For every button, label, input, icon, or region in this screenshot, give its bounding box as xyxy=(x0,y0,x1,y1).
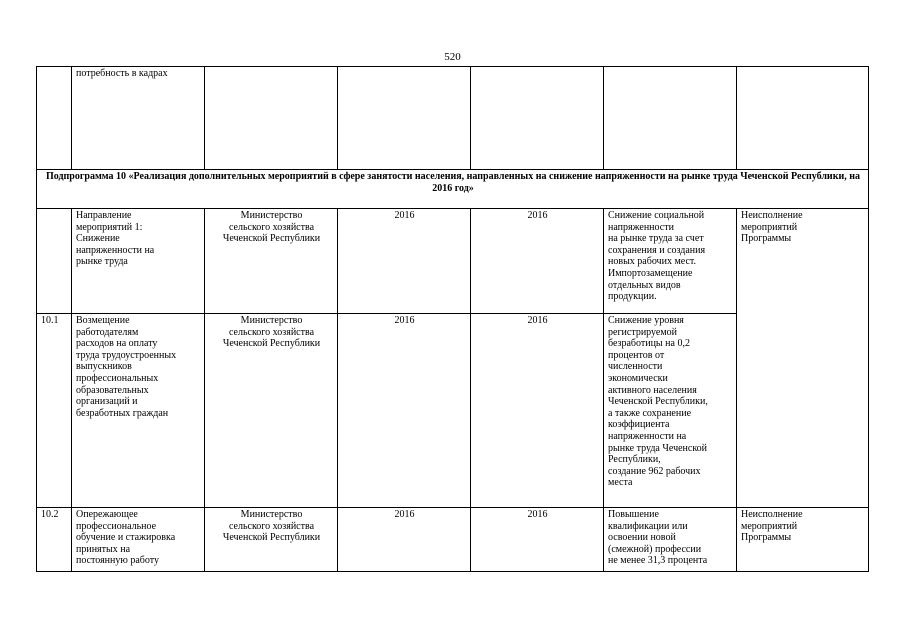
subprogram-title: Подпрограмма 10 «Реализация дополнительных мероприятий в сфере занятости населения, направленных на снижение напряженности на рынке труда Чеченской Республики, на 2016 год» xyxy=(37,170,869,209)
cell-num xyxy=(37,67,72,170)
cell-executor: Министерство сельского хозяйства Чеченской Республики xyxy=(205,314,338,508)
cell-end xyxy=(471,67,604,170)
cell-end: 2016 xyxy=(471,508,604,572)
cell-name: Направление мероприятий 1: Снижение напряженности на рынке труда xyxy=(72,209,205,314)
cell-num: 10.1 xyxy=(37,314,72,508)
cell-name: Опережающее профессиональное обучение и стажировка принятых на постоянную работу xyxy=(72,508,205,572)
cell-name: потребность в кадрах xyxy=(72,67,205,170)
page-number: 520 xyxy=(444,51,461,63)
cell-start xyxy=(338,67,471,170)
cell-result xyxy=(604,67,737,170)
cell-consequence xyxy=(737,67,869,170)
cell-num xyxy=(37,209,72,314)
cell-result: Повышение квалификации или освоении новой (смежной) профессии не менее 31,3 процента xyxy=(604,508,737,572)
table-row-subprogram xyxy=(37,170,869,209)
cell-start: 2016 xyxy=(338,209,471,314)
table-row-continuation xyxy=(37,67,869,170)
cell-result: Снижение социальной напряженности на рынке труда за счет сохранения и создания новых рабочих мест. Импортозамещение отдельных видов продукции. xyxy=(604,209,737,314)
cell-result: Снижение уровня регистрируемой безработицы на 0,2 процентов от численности экономически активного населения Чеченской Республики, а также сохранение коэффициента напряженности на рынке труда Чеченской Республики, создание 962 рабочих места xyxy=(604,314,737,508)
cell-start: 2016 xyxy=(338,508,471,572)
cell-end: 2016 xyxy=(471,314,604,508)
table-row-direction xyxy=(37,209,869,314)
cell-num: 10.2 xyxy=(37,508,72,572)
cell-executor: Министерство сельского хозяйства Чеченской Республики xyxy=(205,508,338,572)
table-row-10-2 xyxy=(37,508,869,572)
cell-name: Возмещение работодателям расходов на оплату труда трудоустроенных выпускников профессиональных образовательных организаций и безработных граждан xyxy=(72,314,205,508)
program-table xyxy=(36,66,869,572)
cell-executor: Министерство сельского хозяйства Чеченской Республики xyxy=(205,209,338,314)
cell-consequence: Неисполнение мероприятий Программы xyxy=(737,508,869,572)
cell-executor xyxy=(205,67,338,170)
cell-start: 2016 xyxy=(338,314,471,508)
cell-end: 2016 xyxy=(471,209,604,314)
cell-consequence: Неисполнение мероприятий Программы xyxy=(737,209,869,508)
